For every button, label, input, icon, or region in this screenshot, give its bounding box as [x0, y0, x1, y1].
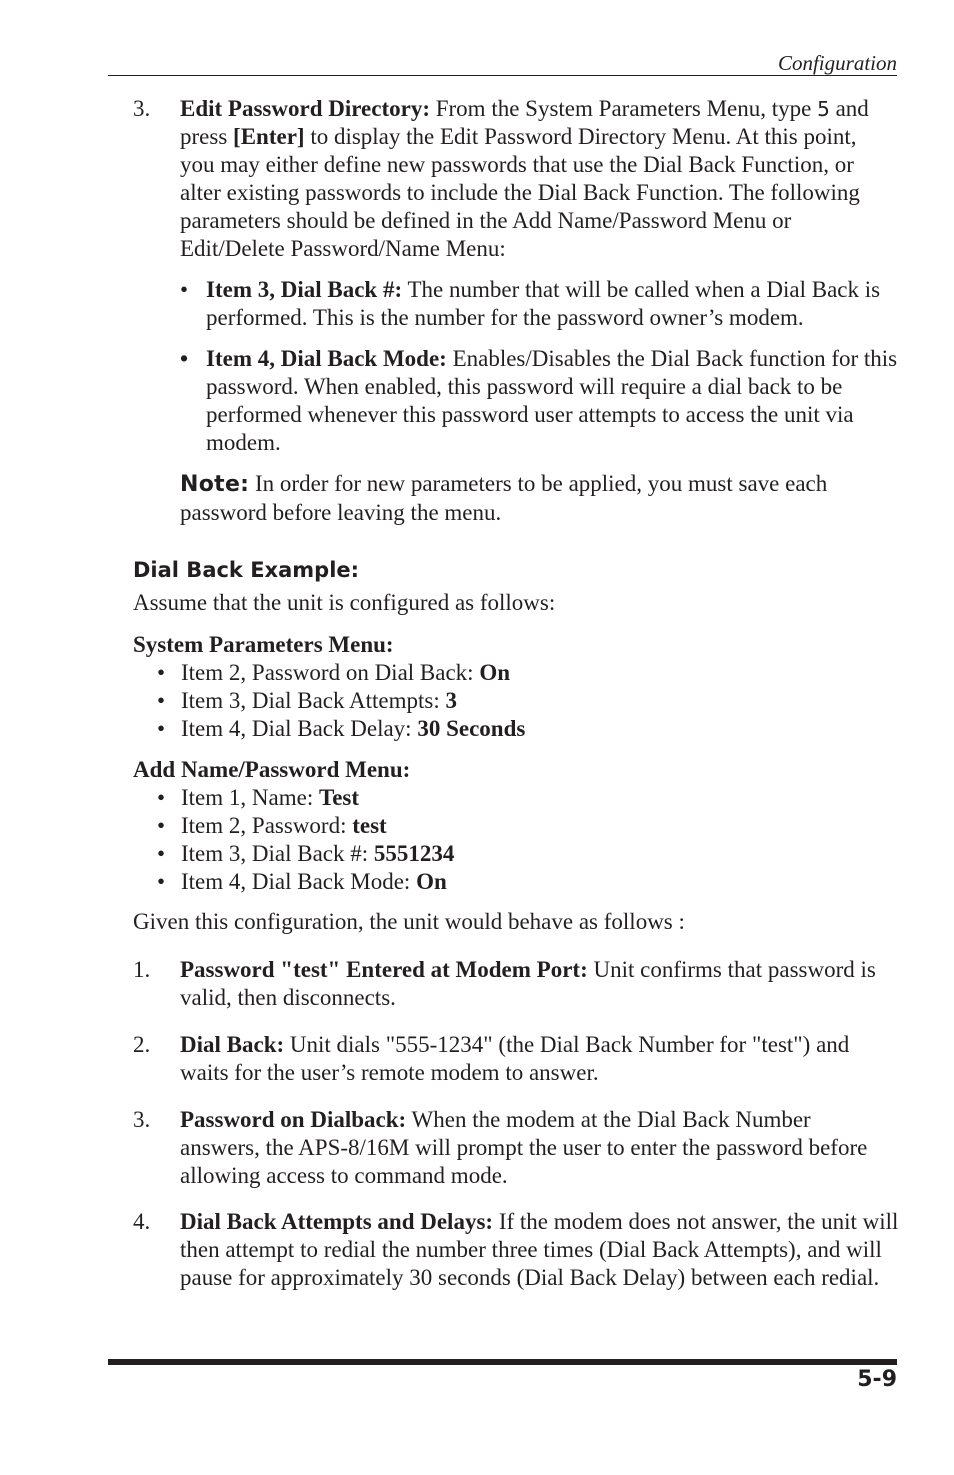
step-number: 3.	[133, 96, 151, 121]
item-label: Item 1, Name:	[181, 785, 319, 810]
bullet: •	[180, 277, 189, 302]
step-number: 1.	[133, 957, 151, 982]
item-value: On	[479, 660, 511, 685]
behave-intro: Given this configuration, the unit would behave as follows :	[133, 909, 685, 934]
list-item: • Item 4, Dial Back Delay: 30 Seconds	[157, 716, 526, 741]
item-value: Test	[318, 785, 360, 810]
list-item: • Item 3, Dial Back #: 5551234	[157, 841, 455, 866]
item-value: test	[352, 813, 387, 838]
step-number: 2.	[133, 1032, 151, 1057]
add-name-password-title: Add Name/Password Menu:	[133, 757, 411, 782]
step-text: From the System Parameters Menu, type	[429, 96, 812, 121]
list-item: • Item 1, Name: Test	[157, 785, 360, 810]
step-text: Unit dials "555-1234" (the Dial Back Number for "test") and waits for the user’s remote modem to answer.	[180, 1032, 850, 1085]
step-number: 3.	[133, 1107, 151, 1132]
step-item	[180, 1031, 900, 1087]
step-item	[180, 1208, 900, 1292]
running-header: Configuration	[777, 51, 897, 75]
bullet: •	[180, 346, 189, 371]
item-value: On	[416, 869, 447, 894]
section-heading-colon: :	[350, 558, 360, 582]
item-value: 3	[445, 688, 457, 713]
step-text: and press	[180, 96, 869, 149]
note-label: Note:	[180, 472, 250, 497]
enter-key: [Enter]	[233, 124, 305, 149]
system-parameters-list	[157, 659, 857, 743]
note	[180, 470, 880, 527]
item-heading: Item 4, Dial Back Mode:	[206, 346, 447, 371]
step-number: 4.	[133, 1209, 151, 1234]
step-text: If the modem does not answer, the unit will then attempt to redial the number three times (Dial Back Attempts), and will pause for approximately 30 seconds (Dial Back Delay) between each redial.	[180, 1209, 899, 1290]
system-parameters-title: System Parameters Menu:	[133, 632, 394, 657]
item-label: Item 2, Password on Dial Back:	[181, 660, 480, 685]
list-item: • Item 4, Dial Back Mode: On	[157, 869, 447, 894]
item-text: The number that will be called when a Dial Back is performed. This is the number for the password owner’s modem.	[206, 277, 881, 330]
step-text: When the modem at the Dial Back Number answers, the APS-8/16M will prompt the user to enter the password before allowing access to command mode.	[180, 1107, 868, 1188]
example-intro: Assume that the unit is configured as follows:	[133, 590, 556, 615]
footer-rule	[108, 1359, 897, 1365]
item-heading: Item 3, Dial Back #:	[206, 277, 403, 302]
step-heading: Dial Back:	[180, 1032, 285, 1057]
step-text: Unit confirms that password is valid, then disconnects.	[180, 957, 876, 1010]
step-item	[180, 956, 900, 1012]
step-edit-password-directory	[180, 95, 885, 263]
item-value: 30 Seconds	[417, 716, 526, 741]
item-label: Item 4, Dial Back Mode:	[181, 869, 417, 894]
item-label: Item 3, Dial Back #:	[181, 841, 374, 866]
step-item	[180, 1106, 870, 1190]
step-heading: Password on Dialback:	[180, 1107, 407, 1132]
step-heading: Password "test" Entered at Modem Port:	[180, 957, 588, 982]
add-name-password-list	[157, 784, 857, 896]
list-item: • Item 3, Dial Back Attempts: 3	[157, 688, 457, 713]
item-label: Item 2, Password:	[181, 813, 353, 838]
item-text: Enables/Disables the Dial Back function for this password. When enabled, this password will require a dial back to be performed whenever this password user attempts to access the unit via modem.	[206, 346, 898, 455]
section-heading-text: Dial Back Example	[133, 558, 351, 582]
list-item: • Item 2, Password: test	[157, 813, 387, 838]
list-item: • Item 2, Password on Dial Back: On	[157, 660, 511, 685]
step-heading: Edit Password Directory:	[180, 96, 430, 121]
step-heading: Dial Back Attempts and Delays:	[180, 1209, 494, 1234]
note-text: In order for new parameters to be applied, you must save each password before leaving the menu.	[180, 471, 828, 525]
section-heading	[133, 556, 359, 584]
menu-key: 5	[817, 97, 830, 121]
item-label: Item 3, Dial Back Attempts:	[181, 688, 446, 713]
item-value: 5551234	[373, 841, 455, 866]
item-label: Item 4, Dial Back Delay:	[181, 716, 418, 741]
step-text: to display the Edit Password Directory Menu. At this point, you may either define new passwords that use the Dial Back Function, or alter existing passwords to include the Dial Back Function. The following parameters should be defined in the Add Name/Password Menu or Edit/Delete Password/Name Menu:	[180, 124, 860, 261]
page-number: 5-9	[857, 1367, 897, 1392]
header-rule	[108, 75, 897, 76]
